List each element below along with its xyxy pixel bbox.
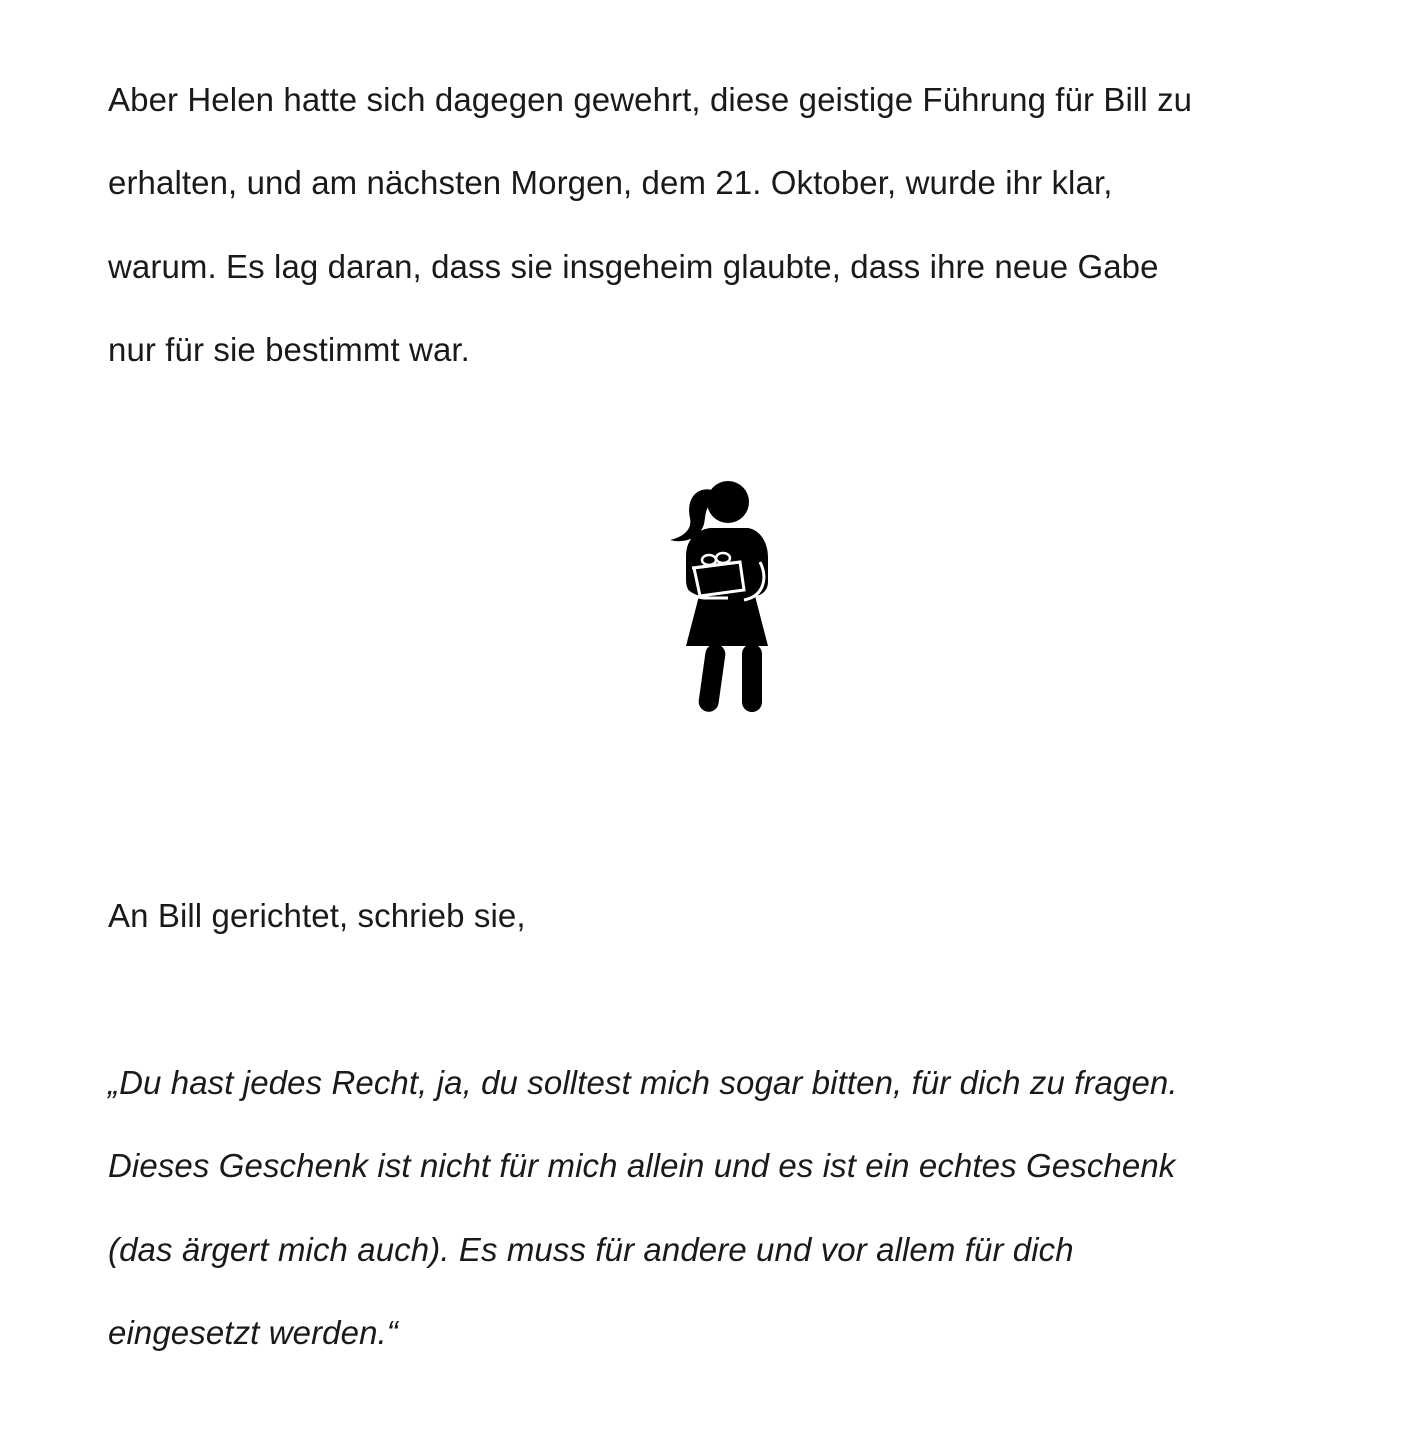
girl-holding-gift-icon	[664, 478, 774, 718]
paragraph-address: An Bill gerichtet, schrieb sie,	[108, 897, 526, 934]
paragraph-line: erhalten, und am nächsten Morgen, dem 21. Oktober, wurde ihr klar,	[108, 164, 1113, 201]
paragraph-line: warum. Es lag daran, dass sie insgeheim glaubte, dass ihre neue Gabe	[108, 248, 1159, 285]
quote-line: (das ärgert mich auch). Es muss für andere und vor allem für dich	[108, 1231, 1074, 1268]
quote-line: „Du hast jedes Recht, ja, du solltest mich sogar bitten, für dich zu fragen.	[108, 1064, 1178, 1101]
quote-line: eingesetzt werden.“	[108, 1314, 398, 1351]
paragraph-line: Aber Helen hatte sich dagegen gewehrt, diese geistige Führung für Bill zu	[108, 81, 1193, 118]
paragraph-line: nur für sie bestimmt war.	[108, 331, 470, 368]
quote-line: Dieses Geschenk ist nicht für mich allein und es ist ein echtes Geschenk	[108, 1147, 1176, 1184]
